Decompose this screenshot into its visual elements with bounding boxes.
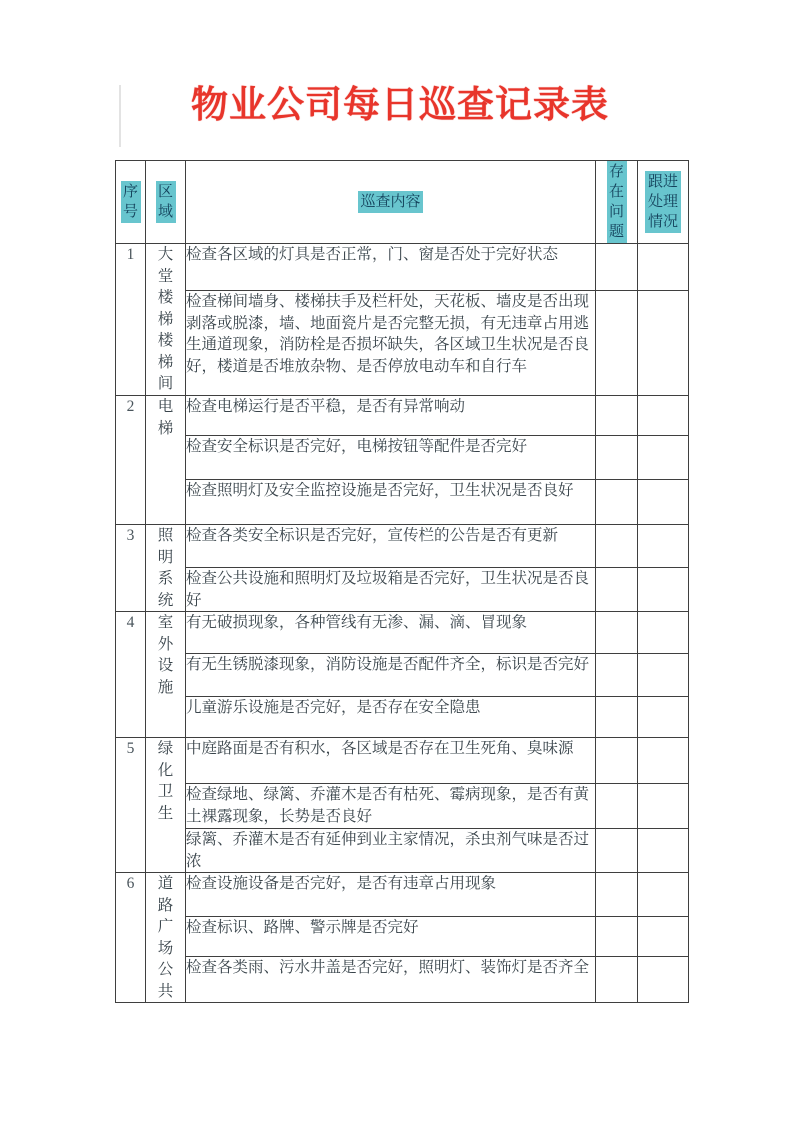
area-cell: [146, 738, 186, 873]
table-row: [116, 396, 689, 436]
table-row: [116, 612, 689, 654]
problem-cell: [596, 480, 638, 525]
serial-cell: 3: [116, 525, 146, 612]
problem-cell: [596, 957, 638, 1003]
problem-cell: [596, 916, 638, 957]
header-content: [186, 161, 596, 244]
table-row: [116, 873, 689, 917]
problem-cell: [596, 568, 638, 612]
followup-cell: [638, 396, 689, 436]
page-title: 物业公司每日巡查记录表: [191, 84, 609, 125]
problem-cell: [596, 291, 638, 396]
serial-cell: 6: [116, 873, 146, 1003]
area-label: 电梯: [157, 398, 174, 437]
serial-cell: 2: [116, 396, 146, 525]
table-row: [116, 697, 689, 738]
followup-cell: [638, 244, 689, 291]
content-cell: 检查安全标识是否完好，电梯按钮等配件是否完好: [186, 436, 596, 480]
table-row: [116, 480, 689, 525]
problem-cell: [596, 697, 638, 738]
followup-cell: [638, 738, 689, 784]
table-row: [116, 916, 689, 957]
header-problem: [596, 161, 638, 244]
area-label: 室外设施: [157, 614, 174, 696]
table-row: [116, 829, 689, 873]
table-row: [116, 957, 689, 1003]
problem-cell: [596, 829, 638, 873]
serial-cell: 1: [116, 244, 146, 396]
problem-cell: [596, 244, 638, 291]
area-label: 照明系统: [157, 527, 174, 609]
content-cell: 检查各类雨、污水井盖是否完好，照明灯、装饰灯是否齐全: [186, 957, 596, 1003]
followup-cell: [638, 291, 689, 396]
problem-cell: [596, 738, 638, 784]
header-content-label: 巡查内容: [358, 191, 422, 213]
serial-cell: 5: [116, 738, 146, 873]
problem-cell: [596, 612, 638, 654]
content-cell: 检查设施设备是否完好，是否有违章占用现象: [186, 873, 596, 917]
content-cell: 检查各区域的灯具是否正常，门、窗是否处于完好状态: [186, 244, 596, 291]
serial-cell: 4: [116, 612, 146, 738]
problem-cell: [596, 654, 638, 697]
followup-cell: [638, 525, 689, 568]
area-cell: [146, 396, 186, 525]
followup-cell: [638, 784, 689, 829]
inspection-table: [115, 160, 689, 1003]
followup-cell: [638, 697, 689, 738]
header-area: [146, 161, 186, 244]
header-no: [116, 161, 146, 244]
problem-cell: [596, 396, 638, 436]
table-row: [116, 436, 689, 480]
followup-cell: [638, 568, 689, 612]
followup-cell: [638, 480, 689, 525]
followup-cell: [638, 436, 689, 480]
followup-cell: [638, 612, 689, 654]
header-area-label: 区域: [156, 181, 176, 223]
header-followup-label: 跟进处理情况: [645, 171, 681, 233]
area-cell: [146, 612, 186, 738]
table-row: [116, 568, 689, 612]
header-problem-label: 存在问题: [607, 161, 627, 243]
followup-cell: [638, 873, 689, 917]
content-cell: 儿童游乐设施是否完好，是否存在安全隐患: [186, 697, 596, 738]
followup-cell: [638, 916, 689, 957]
problem-cell: [596, 873, 638, 917]
followup-cell: [638, 957, 689, 1003]
content-cell: 有无生锈脱漆现象，消防设施是否配件齐全，标识是否完好: [186, 654, 596, 697]
table-row: [116, 244, 689, 291]
followup-cell: [638, 829, 689, 873]
area-cell: [146, 873, 186, 1003]
table-row: [116, 291, 689, 396]
content-cell: 检查标识、路牌、警示牌是否完好: [186, 916, 596, 957]
content-cell: 检查梯间墙身、楼梯扶手及栏杆处，天花板、墙皮是否出现剥落或脱漆，墙、地面瓷片是否完整无损，有无违章占用逃生通道现象，消防栓是否损坏缺失，各区域卫生状况是否良好，楼道是否堆放杂物、是否停放电动车和自行车: [186, 291, 596, 396]
table-header-row: [116, 161, 689, 244]
area-cell: [146, 244, 186, 396]
content-cell: 检查绿地、绿篱、乔灌木是否有枯死、霉病现象，是否有黄土裸露现象，长势是否良好: [186, 784, 596, 829]
content-cell: 检查公共设施和照明灯及垃圾箱是否完好，卫生状况是否良好: [186, 568, 596, 612]
problem-cell: [596, 436, 638, 480]
problem-cell: [596, 525, 638, 568]
area-label: 大堂楼梯楼梯间: [157, 246, 174, 392]
header-no-label: 序号: [121, 181, 141, 223]
followup-cell: [638, 654, 689, 697]
table-row: [116, 525, 689, 568]
area-label: 绿化卫生: [157, 740, 174, 822]
content-cell: 检查电梯运行是否平稳，是否有异常响动: [186, 396, 596, 436]
content-cell: 中庭路面是否有积水，各区域是否存在卫生死角、臭味源: [186, 738, 596, 784]
table-row: [116, 784, 689, 829]
problem-cell: [596, 784, 638, 829]
area-label: 道路广场公共: [157, 875, 174, 1000]
table-row: [116, 738, 689, 784]
content-cell: 绿篱、乔灌木是否有延伸到业主家情况，杀虫剂气味是否过浓: [186, 829, 596, 873]
header-followup: [638, 161, 689, 244]
content-cell: 检查照明灯及安全监控设施是否完好，卫生状况是否良好: [186, 480, 596, 525]
area-cell: [146, 525, 186, 612]
content-cell: 检查各类安全标识是否完好，宣传栏的公告是否有更新: [186, 525, 596, 568]
content-cell: 有无破损现象，各种管线有无渗、漏、滴、冒现象: [186, 612, 596, 654]
table-row: [116, 654, 689, 697]
